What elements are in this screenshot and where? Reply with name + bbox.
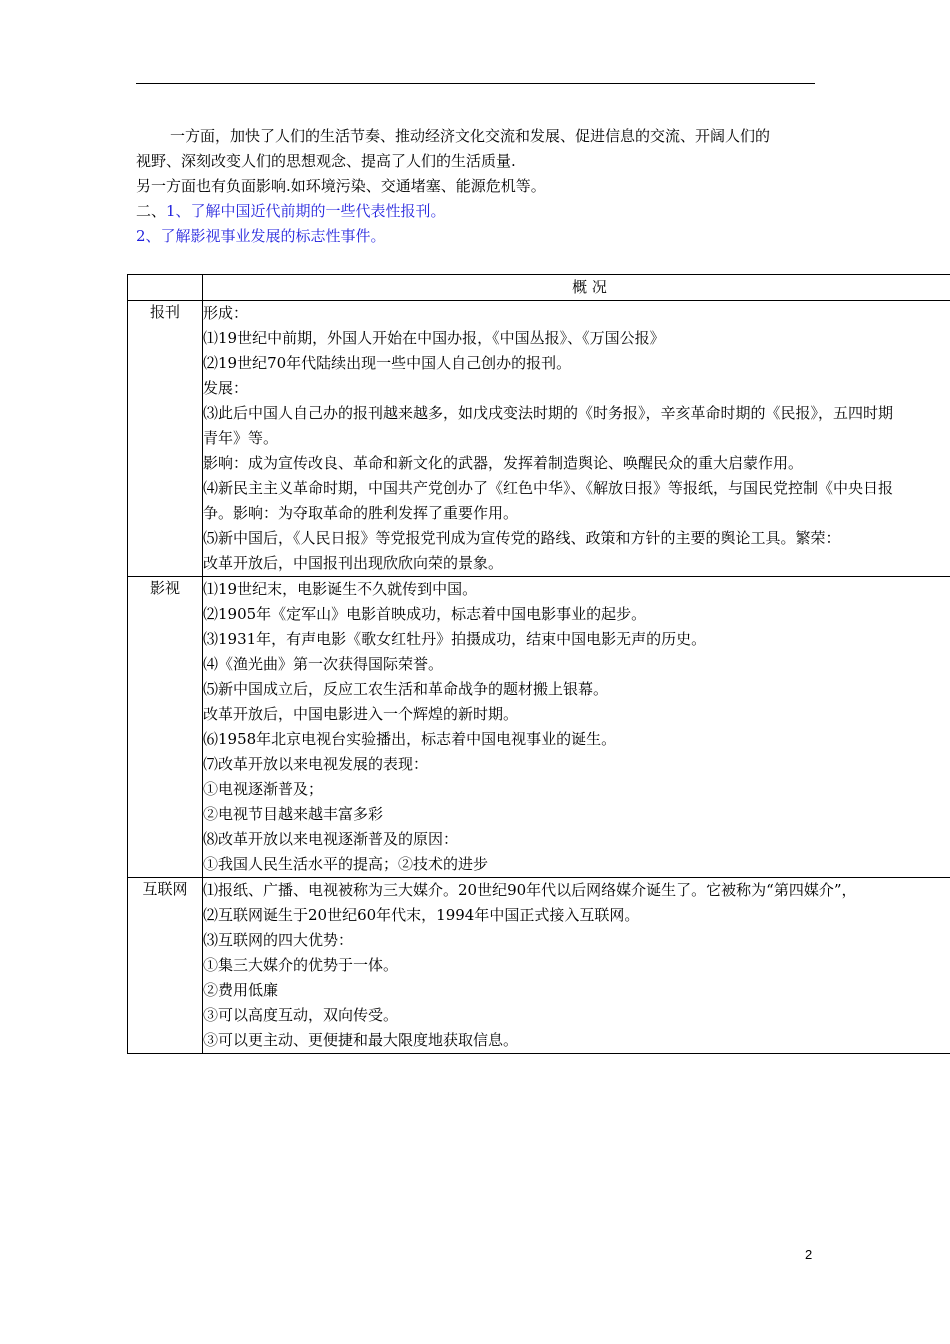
learning-goal-2: 2、了解影视事业发展的标志性事件。: [136, 227, 386, 245]
content-line: 影响：成为宣传改良、革命和新文化的武器，发挥着制造舆论、唤醒民众的重大启蒙作用。: [203, 454, 804, 472]
content-cell: [203, 577, 950, 878]
content-cell: [203, 878, 950, 1054]
content-line: ⑶互联网的四大优势：: [203, 931, 354, 949]
content-line: ③可以更主动、更便捷和最大限度地获取信息。: [203, 1031, 519, 1049]
content-line: ①集三大媒介的优势于一体。: [203, 956, 399, 974]
content-line: ⑴19世纪末，电影诞生不久就传到中国。: [203, 580, 478, 598]
content-line: ⑺改革开放以来电视发展的表现：: [203, 755, 429, 773]
table-row-film-tv: [128, 577, 950, 878]
content-line: ⑷新民主主义革命时期，中国共产党创办了《红色中华》、《解放日报》等报纸，与国民党控制《中央日报: [203, 479, 894, 497]
content-line: 青年》等。: [203, 429, 279, 447]
content-line: ⑶此后中国人自己办的报刊越来越多，如戊戌变法时期的《时务报》，辛亥革命时期的《民报》，五四时期: [203, 404, 894, 422]
category-cell: 报刊: [128, 301, 203, 577]
content-line: ③可以高度互动，双向传受。: [203, 1006, 399, 1024]
intro-line-1: 一方面，加快了人们的生活节奏、推动经济文化交流和发展、促进信息的交流、开阔人们的: [170, 127, 771, 145]
table-row-newspapers: [128, 301, 950, 577]
category-cell: 影视: [128, 577, 203, 878]
content-line: ⑵19世纪70年代陆续出现一些中国人自己创办的报刊。: [203, 354, 572, 372]
content-line: ⑷《渔光曲》第一次获得国际荣誉。: [203, 655, 444, 673]
content-line: ①电视逐渐普及；: [203, 780, 324, 798]
content-cell: [203, 301, 950, 577]
content-line: ⑵1905年《定军山》电影首映成功，标志着中国电影事业的起步。: [203, 605, 647, 623]
content-line: ②电视节目越来越丰富多彩: [203, 805, 384, 823]
content-line: 形成：: [203, 304, 249, 322]
content-line: ②费用低廉: [203, 981, 279, 999]
header-blank-cell: [128, 275, 203, 301]
content-line: 改革开放后，中国报刊出现欣欣向荣的景象。: [203, 554, 504, 572]
content-line: ⑶1931年，有声电影《歌女红牡丹》拍摄成功，结束中国电影无声的历史。: [203, 630, 707, 648]
content-line: ⑵互联网诞生于20世纪60年代末，1994年中国正式接入互联网。: [203, 906, 640, 924]
content-line: ⑴19世纪中前期，外国人开始在中国办报，《中国丛报》、《万国公报》: [203, 329, 665, 347]
table-header-row: [128, 275, 950, 301]
header-overview-cell: 概 况: [203, 275, 950, 301]
content-line: ⑻改革开放以来电视逐渐普及的原因：: [203, 830, 459, 848]
overview-table: [127, 274, 950, 1054]
content-line: ⑴报纸、广播、电视被称为三大媒介。20世纪90年代以后网络媒介诞生了。它被称为“第四媒介”，: [203, 881, 857, 899]
section-prefix: 二、: [136, 202, 167, 220]
content-line: 争。影响：为夺取革命的胜利发挥了重要作用。: [203, 504, 519, 522]
intro-line-3: 另一方面也有负面影响.如环境污染、交通堵塞、能源危机等。: [136, 177, 546, 195]
content-line: ①我国人民生活水平的提高；②技术的进步: [203, 855, 489, 873]
content-line: ⑸新中国后，《人民日报》等党报党刊成为宣传党的路线、政策和方针的主要的舆论工具。繁荣：: [203, 529, 841, 547]
learning-goal-1: [136, 199, 446, 224]
goal-1-text: 1、了解中国近代前期的一些代表性报刊。: [166, 202, 446, 220]
content-line: 改革开放后，中国电影进入一个辉煌的新时期。: [203, 705, 519, 723]
table-row-internet: [128, 878, 950, 1054]
content-line: ⑹1958年北京电视台实验播出，标志着中国电视事业的诞生。: [203, 730, 617, 748]
intro-line-2: 视野、深刻改变人们的思想观念、提高了人们的生活质量.: [136, 152, 516, 170]
content-line: ⑸新中国成立后，反应工农生活和革命战争的题材搬上银幕。: [203, 680, 609, 698]
content-line: 发展：: [203, 379, 249, 397]
header-rule: [136, 83, 815, 84]
page-number: 2: [805, 1247, 813, 1262]
category-cell: 互联网: [128, 878, 203, 1054]
